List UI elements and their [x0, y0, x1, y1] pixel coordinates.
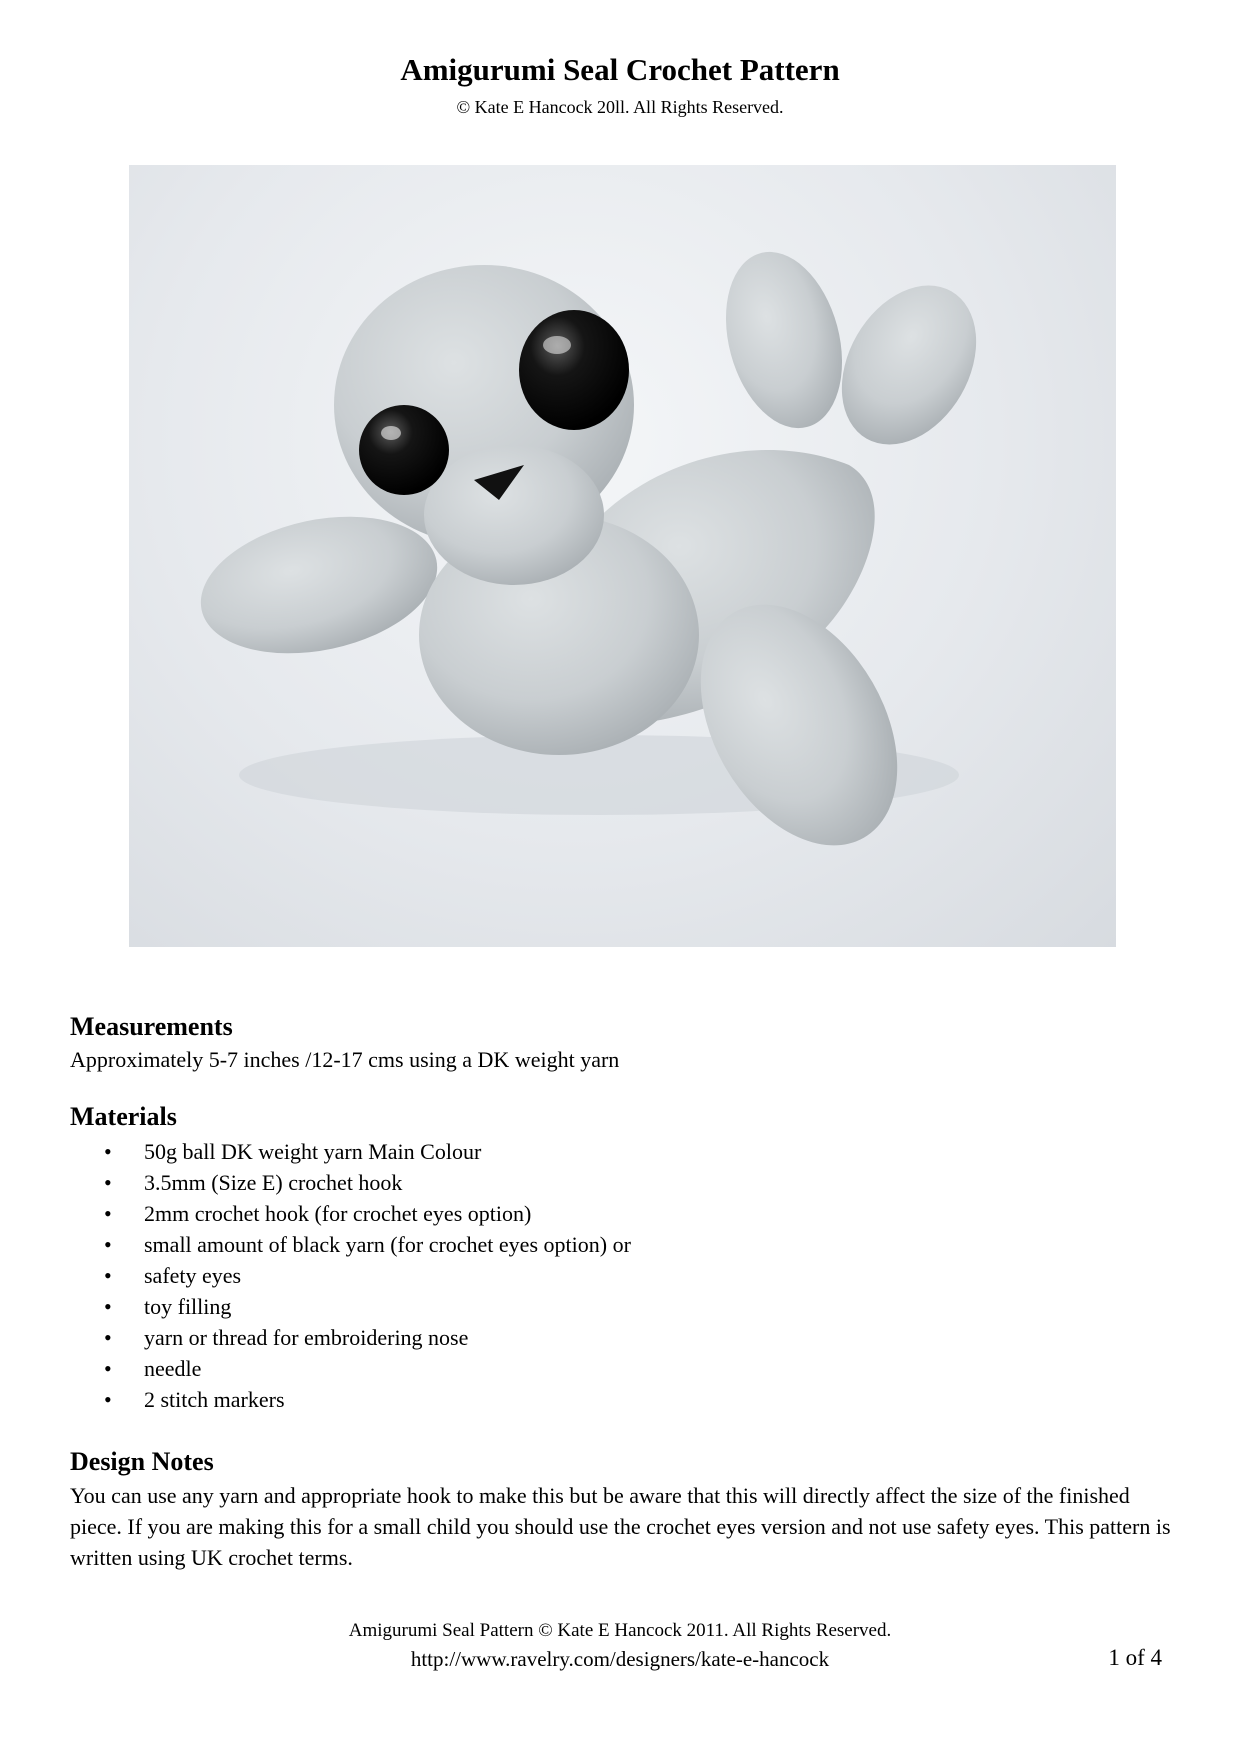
bullet-icon: • [104, 1294, 112, 1319]
bullet-icon: • [104, 1201, 112, 1226]
page-number: 1 of 4 [1108, 1645, 1162, 1670]
seal-photo [129, 165, 1116, 947]
bullet-icon: • [104, 1263, 112, 1288]
copyright-notice: © Kate E Hancock 20ll. All Rights Reserved. [456, 97, 784, 117]
bullet-icon: • [104, 1232, 112, 1257]
list-item: • 3.5mm (Size E) crochet hook [104, 1167, 631, 1198]
list-item: • safety eyes [104, 1260, 631, 1291]
bullet-icon: • [104, 1139, 112, 1164]
measurements-text: Approximately 5-7 inches /12-17 cms using a DK weight yarn [70, 1047, 620, 1072]
list-item: • small amount of black yarn (for crochet eyes option) or [104, 1229, 631, 1260]
design-notes-text: You can use any yarn and appropriate hook to make this but be aware that this will directly affect the size of the finished piece. If you are making this for a small child you should use the crochet eyes version and not use safety eyes. This pattern is written using UK crochet terms. [70, 1483, 1171, 1570]
page-title: Amigurumi Seal Crochet Pattern [400, 52, 840, 87]
design-notes-heading: Design Notes [70, 1447, 214, 1476]
measurements-heading: Measurements [70, 1012, 233, 1041]
bullet-icon: • [104, 1356, 112, 1381]
footer-copyright: Amigurumi Seal Pattern © Kate E Hancock 2011. All Rights Reserved. [348, 1620, 892, 1641]
list-item: • 2mm crochet hook (for crochet eyes option) [104, 1198, 631, 1229]
materials-heading: Materials [70, 1102, 177, 1131]
bullet-icon: • [104, 1325, 112, 1350]
list-item: • 50g ball DK weight yarn Main Colour [104, 1136, 631, 1167]
list-item: • needle [104, 1353, 631, 1384]
list-item: • 2 stitch markers [104, 1384, 631, 1415]
materials-list [104, 1136, 631, 1415]
bullet-icon: • [104, 1170, 112, 1195]
list-item: • yarn or thread for embroidering nose [104, 1322, 631, 1353]
bullet-icon: • [104, 1387, 112, 1412]
list-item: • toy filling [104, 1291, 631, 1322]
footer-url: http://www.ravelry.com/designers/kate-e-hancock [410, 1647, 830, 1671]
